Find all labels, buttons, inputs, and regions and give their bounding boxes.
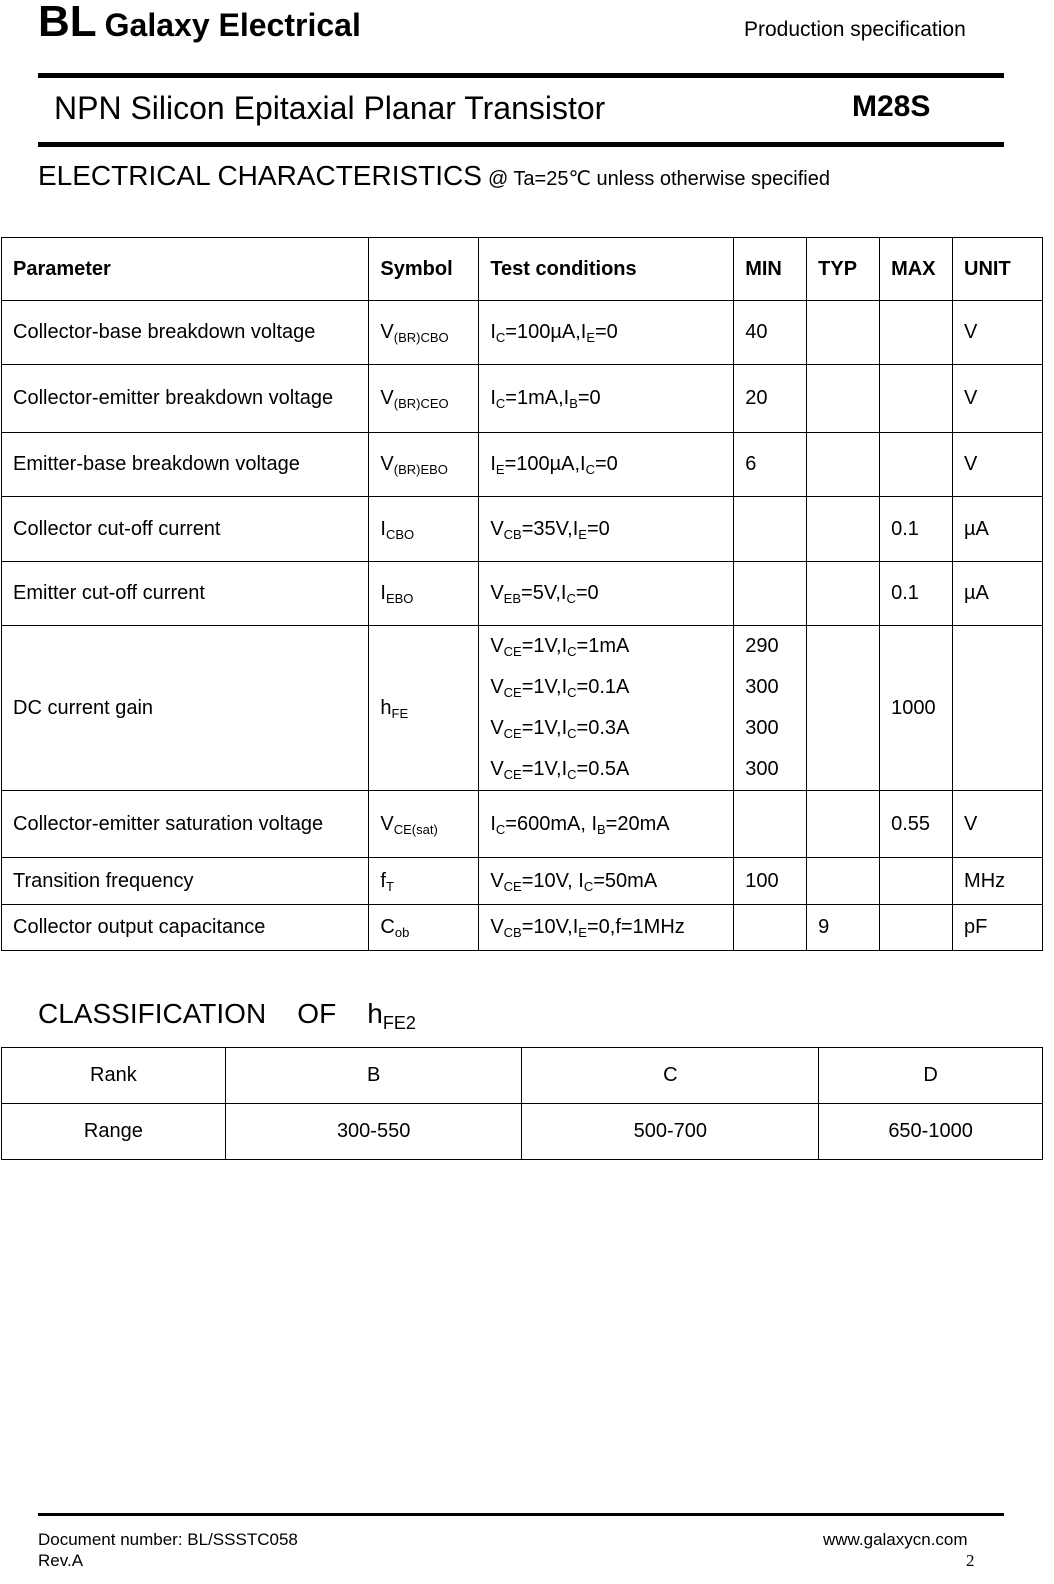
electrical-characteristics-table <box>1 237 1043 951</box>
cell-max <box>880 365 953 433</box>
cell-conditions: $V_{CE}=10V$, $I_C=50mA$ <box>479 858 734 905</box>
cell-label: Rank <box>2 1048 226 1104</box>
cell-min: 40 <box>734 301 807 365</box>
table-row <box>2 905 1043 951</box>
cell-symbol: $I_{CBO}$ <box>369 497 479 562</box>
cell-unit: µA <box>953 497 1043 562</box>
table-row <box>2 858 1043 905</box>
product-title: NPN Silicon Epitaxial Planar Transistor <box>54 90 606 126</box>
cell-min: 6 <box>734 433 807 497</box>
cell-symbol: $I_{EBO}$ <box>369 562 479 626</box>
table-row <box>2 365 1043 433</box>
header-divider-top <box>38 73 1004 78</box>
document-type: Production specification <box>744 18 966 41</box>
cell-typ <box>807 433 880 497</box>
cell-typ <box>807 365 880 433</box>
brand-short: BL <box>38 0 97 46</box>
cell-typ <box>807 562 880 626</box>
section-electrical-heading <box>38 160 830 192</box>
cell-max: 0.1 <box>880 497 953 562</box>
cell-parameter: Transition frequency <box>2 858 369 905</box>
cell-max <box>880 905 953 951</box>
header-typ: TYP <box>807 238 880 301</box>
header-symbol: Symbol <box>369 238 479 301</box>
cell-parameter: Collector cut-off current <box>2 497 369 562</box>
cell-typ <box>807 791 880 858</box>
document-number: Document number: BL/SSSTC058 <box>38 1530 298 1549</box>
cell-max: 0.1 <box>880 562 953 626</box>
cell-max: 1000 <box>880 626 953 791</box>
table-row <box>2 1104 1043 1160</box>
cell-parameter: Emitter cut-off current <box>2 562 369 626</box>
cell-symbol: $f_T$ <box>369 858 479 905</box>
cell-conditions: $V_{CB}=10V,I_E=0,f=1MHz$ <box>479 905 734 951</box>
header-min: MIN <box>734 238 807 301</box>
cell-max: 0.55 <box>880 791 953 858</box>
cell-value: 300-550 <box>225 1104 522 1160</box>
header-max: MAX <box>880 238 953 301</box>
cell-parameter: Collector-emitter breakdown voltage <box>2 365 369 433</box>
cell-min: 290 300 300 300 <box>734 626 807 791</box>
cell-value: B <box>225 1048 522 1104</box>
cell-parameter: Collector output capacitance <box>2 905 369 951</box>
cell-min <box>734 562 807 626</box>
cell-symbol: $V_{(BR)EBO}$ <box>369 433 479 497</box>
website-link[interactable]: www.galaxycn.com <box>823 1530 968 1549</box>
table-row <box>2 562 1043 626</box>
cell-typ <box>807 858 880 905</box>
cell-value: 650-1000 <box>819 1104 1043 1160</box>
section-classification-heading: CLASSIFICATION OF $h_{FE2}$ <box>38 998 416 1033</box>
cell-label: Range <box>2 1104 226 1160</box>
cell-typ <box>807 626 880 791</box>
section-title: ELECTRICAL CHARACTERISTICS <box>38 160 482 191</box>
cell-conditions: $I_C=600mA$, $I_B=20mA$ <box>479 791 734 858</box>
cell-parameter: Collector-emitter saturation voltage <box>2 791 369 858</box>
classification-table <box>1 1047 1043 1160</box>
cell-max <box>880 301 953 365</box>
header-parameter: Parameter <box>2 238 369 301</box>
table-row <box>2 791 1043 858</box>
cell-conditions: $V_{CB}=35V,I_E=0$ <box>479 497 734 562</box>
cell-min <box>734 497 807 562</box>
cell-parameter: Collector-base breakdown voltage <box>2 301 369 365</box>
table-header-row <box>2 238 1043 301</box>
cell-symbol: $V_{(BR)CEO}$ <box>369 365 479 433</box>
cell-symbol: $V_{CE(sat)}$ <box>369 791 479 858</box>
revision: Rev.A <box>38 1551 84 1570</box>
cell-unit: V <box>953 365 1043 433</box>
header-divider-bottom <box>38 142 1004 147</box>
cell-min <box>734 905 807 951</box>
company-logo <box>38 0 361 44</box>
cell-unit: V <box>953 301 1043 365</box>
header-unit: UNIT <box>953 238 1043 301</box>
cell-max <box>880 858 953 905</box>
cell-min: 100 <box>734 858 807 905</box>
cell-symbol: $C_{ob}$ <box>369 905 479 951</box>
cell-conditions: $V_{EB}=5V,I_C=0$ <box>479 562 734 626</box>
section-condition: @ Ta=25℃ unless otherwise specified <box>487 168 830 190</box>
table-row <box>2 497 1043 562</box>
page-number: 2 <box>966 1551 975 1570</box>
cell-min <box>734 791 807 858</box>
cell-parameter: DC current gain <box>2 626 369 791</box>
brand-name: Galaxy Electrical <box>104 7 361 43</box>
cell-conditions: $I_E=100\mu A,I_C=0$ <box>479 433 734 497</box>
cell-value: 500-700 <box>522 1104 819 1160</box>
cell-unit: V <box>953 433 1043 497</box>
footer-divider <box>38 1513 1004 1516</box>
cell-min: 20 <box>734 365 807 433</box>
cell-conditions: $I_C=100\mu A,I_E=0$ <box>479 301 734 365</box>
table-row <box>2 626 1043 791</box>
cell-typ: 9 <box>807 905 880 951</box>
table-row <box>2 301 1043 365</box>
cell-unit: V <box>953 791 1043 858</box>
cell-typ <box>807 497 880 562</box>
cell-unit: µA <box>953 562 1043 626</box>
cell-unit: MHz <box>953 858 1043 905</box>
cell-parameter: Emitter-base breakdown voltage <box>2 433 369 497</box>
cell-unit <box>953 626 1043 791</box>
cell-unit: pF <box>953 905 1043 951</box>
cell-symbol: $V_{(BR)CBO}$ <box>369 301 479 365</box>
cell-typ <box>807 301 880 365</box>
cell-value: D <box>819 1048 1043 1104</box>
model-number: M28S <box>852 90 931 123</box>
cell-symbol: $h_{FE}$ <box>369 626 479 791</box>
table-row <box>2 1048 1043 1104</box>
table-row <box>2 433 1043 497</box>
cell-max <box>880 433 953 497</box>
header-test-conditions: Test conditions <box>479 238 734 301</box>
cell-conditions: $I_C=1mA,I_B=0$ <box>479 365 734 433</box>
cell-value: C <box>522 1048 819 1104</box>
cell-conditions: $V_{CE}=1V,I_C=1mA$ $V_{CE}=1V,I_C=0.1A$ $V_{CE}=1V,I_C=0.3A$ $V_{CE}=1V,I_C=0.5A$ <box>479 626 734 791</box>
